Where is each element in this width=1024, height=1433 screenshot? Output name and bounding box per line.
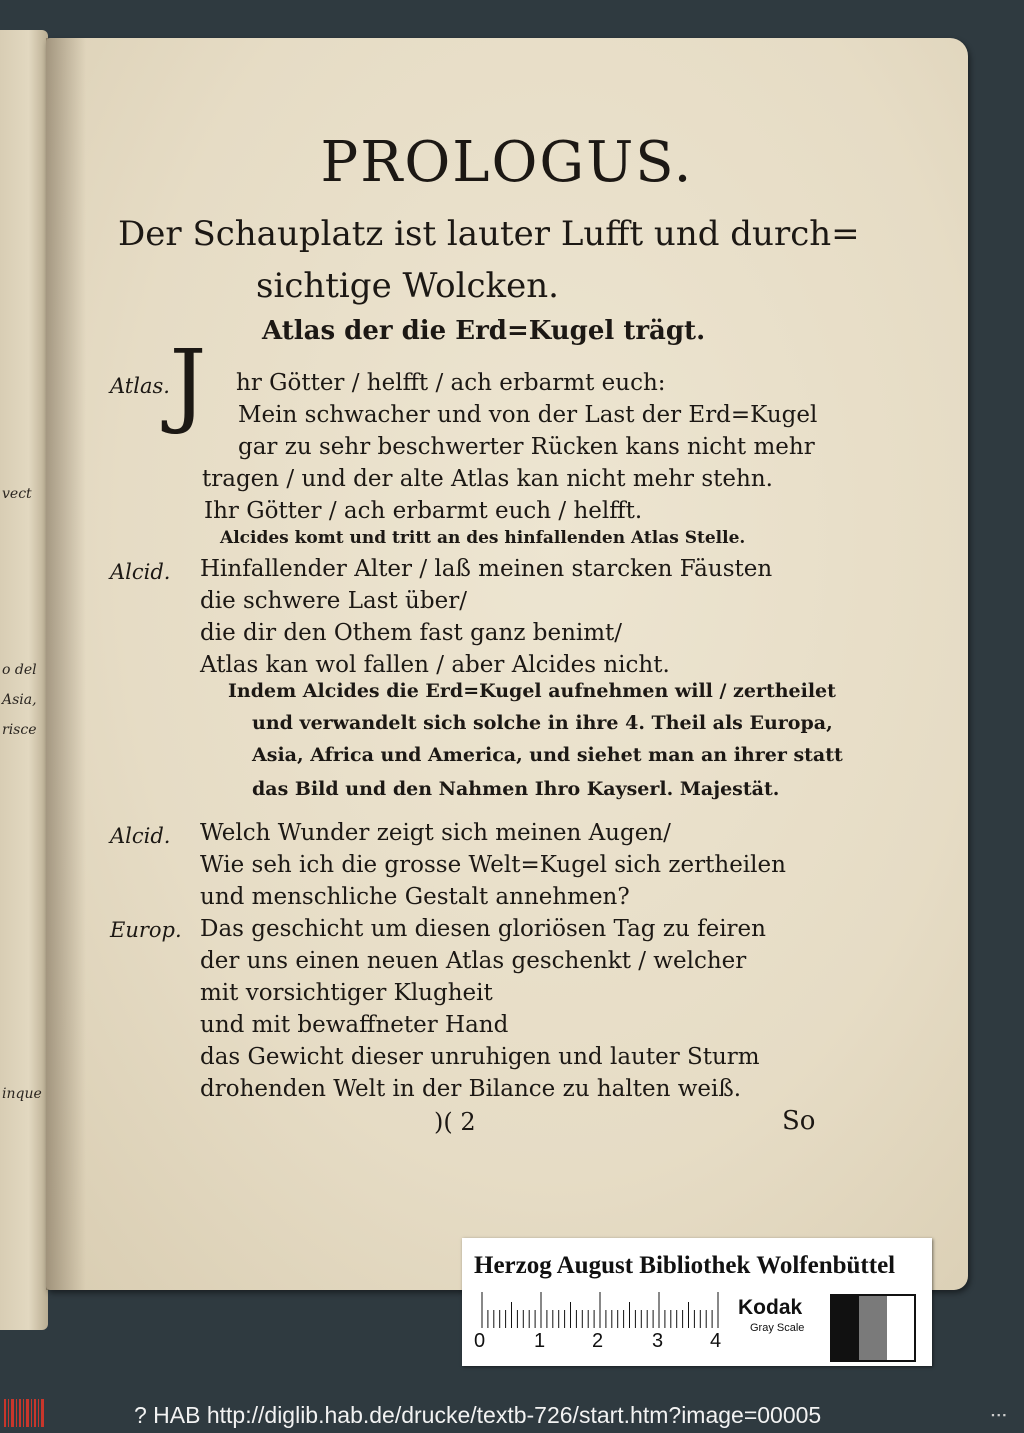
verse-line: und menschliche Gestalt annehmen? xyxy=(200,884,630,910)
kodak-logo: Kodak xyxy=(738,1296,803,1319)
left-page-fragment: o del xyxy=(2,662,37,678)
gray-scale-caption: Gray Scale xyxy=(750,1322,805,1334)
gray-patch xyxy=(832,1296,859,1360)
verse-line: das Gewicht dieser unruhigen und lauter Sturm xyxy=(200,1044,760,1070)
verse-line: tragen / und der alte Atlas kan nicht mehr stehn. xyxy=(202,466,773,492)
verse-line: Ihr Götter / ach erbarmt euch / helfft. xyxy=(204,498,643,524)
verse-line: Wie seh ich die grosse Welt=Kugel sich zertheilen xyxy=(200,852,786,878)
page-gutter-shadow xyxy=(46,38,86,1290)
verse-line: die schwere Last über/ xyxy=(200,588,467,614)
barcode-icon xyxy=(4,1399,46,1427)
verse-line: der uns einen neuen Atlas geschenkt / welcher xyxy=(200,948,747,974)
stage-direction: Indem Alcides die Erd=Kugel aufnehmen will / zertheilet xyxy=(228,680,836,702)
gray-patch xyxy=(887,1296,914,1360)
stage-direction: und verwandelt sich solche in ihre 4. Theil als Europa, xyxy=(252,712,833,734)
library-name: Herzog August Bibliothek Wolfenbüttel xyxy=(474,1252,896,1279)
gray-scale-patches xyxy=(830,1294,916,1362)
gray-patch xyxy=(859,1296,886,1360)
catchword: So xyxy=(782,1106,816,1136)
ruler-number: 3 xyxy=(652,1330,664,1352)
ruler-number: 4 xyxy=(710,1330,722,1352)
verse-line: die dir den Othem fast ganz benimt/ xyxy=(200,620,623,646)
page-title: PROLOGUS. xyxy=(320,130,694,195)
drop-capital: J xyxy=(169,330,207,437)
scale-ruler xyxy=(478,1290,724,1328)
scene-heading: sichtige Wolcken. xyxy=(256,266,559,306)
verse-line: Atlas kan wol fallen / aber Alcides nicht. xyxy=(200,652,670,678)
verse-line: Welch Wunder zeigt sich meinen Augen/ xyxy=(200,820,671,846)
left-page-fragment: Asia, xyxy=(2,692,37,708)
left-page-fragment: vect xyxy=(2,486,32,502)
verse-line: und mit bewaffneter Hand xyxy=(200,1012,509,1038)
verse-line: hr Götter / helfft / ach erbarmt euch: xyxy=(236,370,666,396)
signature-mark: )( 2 xyxy=(434,1108,476,1136)
scene-heading: Der Schauplatz ist lauter Lufft und durch= xyxy=(118,214,860,254)
left-page-fragment: risce xyxy=(2,722,37,738)
speaker-label: Alcid. xyxy=(110,560,171,584)
verse-line: Das geschicht um diesen gloriösen Tag zu feiren xyxy=(200,916,766,942)
ruler-number: 2 xyxy=(592,1330,604,1352)
scene-subheading: Atlas der die Erd=Kugel trägt. xyxy=(262,316,706,346)
speaker-label: Alcid. xyxy=(110,824,171,848)
speaker-label: Atlas. xyxy=(110,374,170,398)
verse-line: mit vorsichtiger Klugheit xyxy=(200,980,493,1006)
source-url-text: ? HAB http://diglib.hab.de/drucke/textb-726/start.htm?image=00005 xyxy=(134,1402,822,1428)
speaker-label: Europ. xyxy=(110,918,182,942)
stage-direction: Alcides komt und tritt an des hinfallenden Atlas Stelle. xyxy=(220,528,746,548)
left-page-fragment: inque xyxy=(2,1086,42,1102)
verse-line: Mein schwacher und von der Last der Erd=Kugel xyxy=(238,402,818,428)
left-facing-page xyxy=(0,30,48,1330)
corner-mark: ▪ ▪ ▪ xyxy=(991,1410,1006,1420)
archive-color-label xyxy=(462,1238,932,1366)
document-page xyxy=(46,38,968,1290)
verse-line: gar zu sehr beschwerter Rücken kans nicht mehr xyxy=(238,434,815,460)
stage-direction: das Bild und den Nahmen Ihro Kayserl. Majestät. xyxy=(252,778,780,800)
stage-direction: Asia, Africa und America, und siehet man an ihrer statt xyxy=(252,744,843,766)
ruler-number: 1 xyxy=(534,1330,546,1352)
ruler-number: 0 xyxy=(474,1330,486,1352)
verse-line: drohenden Welt in der Bilance zu halten weiß. xyxy=(200,1076,742,1102)
verse-line: Hinfallender Alter / laß meinen starcken Fäusten xyxy=(200,556,773,582)
